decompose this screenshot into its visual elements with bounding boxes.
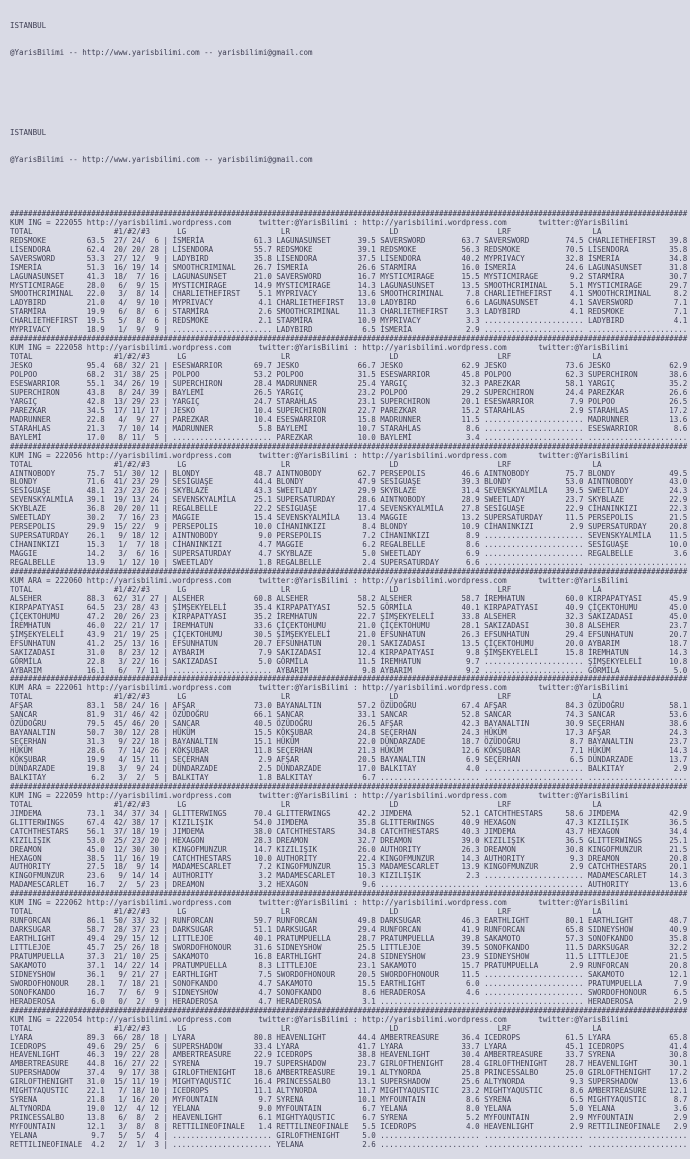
report-row: SAVERSWORD 53.3 27/ 12/ 9 | LADYBIRD 35.8 LİSENDORA 37.5 LİSENDORA 40.2 MYPRIVACY 32.8 İSMERİA 34.8: [10, 253, 688, 263]
report-row: POLPOO 68.2 31/ 38/ 25 | POLPOO 53.2 POLPOO 31.5 ESESWARRIOR 45.8 POLPOO 62.3 SUPERCHIRON 38.6: [10, 370, 688, 380]
report-row: AFŞAR 83.1 58/ 24/ 16 | AFŞAR 73.0 BAYANALTIN 57.2 ÖZÜDOĞRU 67.4 AFŞAR 84.3 ÖZÜDOĞRU 58.1: [10, 701, 688, 711]
report-row: LAGUNASUNSET 41.3 18/ 7/ 16 | LAGUNASUNSET 21.0 SAVERSWORD 16.7 MYSTICMIRAGE 15.5 MYSTICMIRAGE 9.2 STARMİRA 30.7: [10, 271, 688, 281]
report-row: PRINCESSALBO 13.8 6/ 8/ 2 | HEAVENLIGHT 6.1 MIGHTYAQUSTIC 6.7 SYRENA 5.2 MYFOUNTAIN 2.9 MYFOUNTAIN 2.9: [10, 1113, 688, 1123]
blank-gap: [10, 76, 690, 112]
contact-line: @YarisBilimi -- http://www.yarisbilimi.com -- yarisbilimi@gmail.com: [10, 47, 313, 57]
report-row: DREAMON 45.0 12/ 30/ 30 | KINGOFMUNZUR 14.7 KIZILIŞIK 26.0 AUTHORITY 26.3 DREAMON 30.8 KINGOFMUNZUR 21.5: [10, 844, 688, 854]
report-row: SUPERSHADOW 37.4 9/ 17/ 38 | GIRLOFTHENIGHT 18.6 AMBERTREASURE 19.1 ALTYNORDA 25.8 PRINCESSALBO 25.0 GIRLOFTHENIGHT 17.2: [10, 1068, 688, 1078]
report-row: KÖKŞUBAR 19.9 4/ 15/ 11 | SEÇERHAN 2.9 AFŞAR 20.5 BAYANALTIN 6.9 SEÇERHAN 6.5 DÜNDARZADE 13.7: [10, 755, 688, 765]
report-row: HEXAGON 38.5 11/ 16/ 19 | CATCHTHESTARS 10.0 AUTHORITY 22.4 KINGOFMUNZUR 14.3 AUTHORITY 9.3 DREAMON 20.8: [10, 853, 688, 863]
report-row: İSMERİA 51.3 16/ 19/ 14 | SMOOTHCRIMINAL 26.7 İSMERİA 26.6 STARMİRA 16.0 İSMERİA 24.6 LAGUNASUNSET 31.8: [10, 262, 688, 272]
section-title-line: KUM ING = 222055 http://yarisbilimi.wordpress.com twitter:@YarisBilimi : http://yarisbilimi.wordpress.com twitter:@YarisBilimi: [10, 217, 629, 227]
report-section: [10, 783, 690, 890]
report-row: REDSMOKE 63.5 27/ 24/ 6 | İSMERİA 61.3 LAGUNASUNSET 39.5 SAVERSWORD 63.7 SAVERSWORD 74.5 CHARLIETHEFIRST 39.8: [10, 235, 688, 245]
report-row: LADYBIRD 21.0 4/ 9/ 10 | MYPRIVACY 4.1 CHARLIETHEFIRST 13.0 LADYBIRD 6.6 LAGUNASUNSET 4.1 SAVERSWORD 7.1: [10, 298, 688, 308]
report-section: [10, 890, 690, 1006]
report-row: SWORDOFHONOUR 28.1 7/ 18/ 21 | SONOFKANDO 4.7 SAKAMOTO 15.5 EARTHLIGHT 6.0 ...................... PRATUMPUELLA 7.9: [10, 978, 688, 988]
report-row: ÇİÇEKTOHUMU 47.2 20/ 26/ 23 | KIRPAPATYASI 35.2 İREMHATUN 22.7 ŞİMŞEKYELELİ 33.8 ALSEHER 32.3 SAKIZADASI 45.0: [10, 611, 688, 621]
report-row: KINGOFMUNZUR 23.6 9/ 14/ 14 | AUTHORITY 3.2 MADAMESCARLET 10.3 KIZILIŞIK 2.3 ...................... MADAMESCARLET 14.3: [10, 871, 688, 881]
section-separator: ######################################################################################################################################################: [10, 1005, 688, 1015]
report-row: PERSEPOLIS 29.9 15/ 22/ 9 | PERSEPOLIS 10.0 CİHANINKIZI 8.4 BLONDY 10.9 CİHANINKIZI 2.9 SUPERSATURDAY 20.8: [10, 522, 688, 532]
report-row: JIMDEMA 73.1 34/ 37/ 34 | GLITTERWINGS 70.4 GLITTERWINGS 42.2 JIMDEMA 52.1 CATCHTHESTARS 58.6 JIMDEMA 42.9: [10, 808, 688, 818]
report-row: BAYLEMİ 17.0 8/ 11/ 5 | ...................... PAREZKAR 10.0 BAYLEMİ 3.4 ...................... ......................: [10, 432, 688, 442]
section-title-line: KUM ING = 222062 http://yarisbilimi.wordpress.com twitter:@YarisBilimi : http://yarisbilimi.wordpress.com twitter:@YarisBilimi: [10, 898, 629, 908]
report-row: SKYBLAZE 36.8 20/ 20/ 11 | REGALBELLE 22.2 SESİGUAŞE 17.4 SEVENSKYALMİLA 27.8 SESİGUAŞE 22.9 CİHANINKIZI 22.3: [10, 504, 688, 514]
report-row: SYRENA 21.8 1/ 16/ 20 | MYFOUNTAIN 9.7 SYRENA 10.1 MYFOUNTAIN 8.6 SYRENA 6.5 MIGHTYAQUSTIC 8.7: [10, 1095, 688, 1105]
report-row: AUTHORITY 27.5 18/ 9/ 14 | MADAMESCARLET 7.2 KINGOFMUNZUR 15.3 MADAMESCARLET 13.9 KINGOFMUNZUR 2.9 CATCHTHESTARS 20.1: [10, 862, 688, 872]
report-row: CHARLIETHEFIRST 19.5 5/ 8/ 6 | REDSMOKE 2.1 STARMİRA 10.9 MYPRIVACY 3.3 ...................... LADYBIRD 4.1: [10, 316, 688, 326]
report-row: SESİGUAŞE 48.1 23/ 23/ 26 | SKYBLAZE 43.3 SWEETLADY 29.9 SKYBLAZE 31.4 SEVENSKYALMİLA 39.5 SWEETLADY 24.3: [10, 486, 688, 496]
column-header-line: TOTAL #1/#2/#3 LG LR LD LRF LA: [10, 799, 688, 809]
section-title-line: KUM ING = 222058 http://yarisbilimi.wordpress.com twitter:@YarisBilimi : http://yarisbilimi.wordpress.com twitter:@YarisBilimi: [10, 343, 629, 353]
report-row: HÜKÜM 28.6 7/ 14/ 26 | KÖKŞUBAR 11.8 SEÇERHAN 21.3 HÜKÜM 12.6 KÖKŞUBAR 7.1 HÜKÜM 14.3: [10, 746, 688, 756]
section-separator: ######################################################################################################################################################: [10, 441, 688, 451]
report-row: SAKAMOTO 37.1 14/ 22/ 14 | PRATUMPUELLA 8.3 LITTLEJOE 23.1 SAKAMOTO 15.7 PRATUMPUELLA 2.9 RUNFORCAN 20.8: [10, 960, 688, 970]
column-header-line: TOTAL #1/#2/#3 LG LR LD LRF LA: [10, 907, 688, 917]
blank-gap: [10, 183, 690, 192]
report-row: EARTHLIGHT 49.4 29/ 15/ 12 | LITTLEJOE 40.1 PRATUMPUELLA 28.7 PRATUMPUELLA 39.8 SAKAMOTO 57.3 SONOFKANDO 35.8: [10, 934, 688, 944]
section-separator: ######################################################################################################################################################: [10, 781, 688, 791]
report-row: MAGGIE 14.2 3/ 6/ 16 | SUPERSATURDAY 4.7 SKYBLAZE 5.0 SWEETLADY 6.9 ...................... REGALBELLE 3.6: [10, 549, 688, 559]
report-row: İREMHATUN 46.0 22/ 21/ 17 | İREMHATUN 33.6 ÇİÇEKTOHUMU 21.0 ÇİÇEKTOHUMU 28.1 SAKIZADASI 30.8 ALSEHER 23.7: [10, 620, 688, 630]
report-row: JESKO 95.4 68/ 32/ 21 | ESESWARRIOR 69.7 JESKO 66.7 JESKO 62.9 JESKO 73.6 JESKO 62.9: [10, 361, 688, 371]
report-row: SONOFKANDO 16.7 7/ 6/ 9 | SIDNEYSHOW 4.7 SONOFKANDO 8.6 HERADEROSA 4.6 ...................... SWORDOFHONOUR 6.5: [10, 987, 688, 997]
report-row: AMBERTREASURE 44.8 16/ 27/ 22 | SYRENA 19.7 SUPERSHADOW 23.7 GIRLOFTHENIGHT 28.4 GIRLOFTHENIGHT 28.7 HEAVENLIGHT 30.1: [10, 1059, 688, 1069]
report-row: KIRPAPATYASI 64.5 23/ 28/ 43 | ŞİMŞEKYELELİ 35.4 KIRPAPATYASI 52.5 GÖRMİLA 40.1 KIRPAPATYASI 40.9 ÇİÇEKTOHUMU 45.0: [10, 602, 688, 612]
report-row: CATCHTHESTARS 56.1 37/ 18/ 19 | JIMDEMA 38.0 CATCHTHESTARS 34.8 CATCHTHESTARS 40.3 JIMDEMA 43.7 HEXAGON 34.4: [10, 826, 688, 836]
report-row: ÖZÜDOĞRU 79.5 45/ 46/ 20 | SANCAR 40.5 ÖZÜDOĞRU 26.5 AFŞAR 42.3 BAYANALTIN 30.9 SEÇERHAN 38.6: [10, 719, 688, 729]
column-header-line: TOTAL #1/#2/#3 LG LR LD LRF LA: [10, 226, 688, 236]
report-row: SEÇERHAN 31.3 9/ 22/ 18 | BAYANALTIN 15.1 HÜKÜM 22.0 DÜNDARZADE 18.7 ÖZÜDOĞRU 8.7 BAYANALTIN 23.7: [10, 737, 688, 747]
report-row: MADRUNNER 22.8 4/ 9/ 27 | PAREZKAR 10.4 ESESWARRIOR 15.8 MADRUNNER 11.5 ...................... MADRUNNER 13.6: [10, 414, 688, 424]
section-title-line: KUM ARA = 222060 http://yarisbilimi.wordpress.com twitter:@YarisBilimi : http://yarisbilimi.wordpress.com twitter:@YarisBilimi: [10, 575, 629, 585]
report-row: BALKITAY 6.2 3/ 2/ 5 | BALKITAY 1.8 BALKITAY 6.7 ...................... ...................... ......................: [10, 772, 688, 782]
column-header-line: TOTAL #1/#2/#3 LG LR LD LRF LA: [10, 692, 688, 702]
report-row: BLONDY 71.6 41/ 23/ 29 | SESİGUAŞE 44.4 BLONDY 47.9 SESİGUAŞE 39.3 BLONDY 53.0 AINTNOBODY 43.0: [10, 477, 688, 487]
contact-line: @YarisBilimi -- http://www.yarisbilimi.com -- yarisbilimi@gmail.com: [10, 155, 313, 165]
report-row: DÜNDARZADE 19.8 3/ 9/ 24 | DÜNDARZADE 2.5 DÜNDARZADE 17.0 BALKITAY 4.0 ...................... BALKITAY 2.9: [10, 763, 688, 773]
report-section: [10, 335, 690, 442]
report-section: [10, 443, 690, 568]
report-section: [10, 675, 690, 782]
report-row: HEAVENLIGHT 46.3 19/ 22/ 28 | AMBERTREASURE 22.9 ICEDROPS 38.8 HEAVENLIGHT 30.4 AMBERTREASURE 33.7 SYRENA 30.8: [10, 1050, 688, 1060]
report-row: STARMİRA 19.9 6/ 8/ 6 | STARMİRA 2.6 SMOOTHCRIMINAL 11.3 CHARLIETHEFIRST 3.3 LADYBIRD 4.1 REDSMOKE 7.1: [10, 307, 688, 317]
report-row: AINTNOBODY 75.7 51/ 30/ 12 | BLONDY 48.7 AINTNOBODY 62.7 PERSEPOLIS 46.6 AINTNOBODY 75.7 BLONDY 49.5: [10, 468, 688, 478]
section-separator: ######################################################################################################################################################: [10, 889, 688, 899]
report-row: ŞİMŞEKYELELİ 43.9 21/ 19/ 25 | ÇİÇEKTOHUMU 30.5 ŞİMŞEKYELELİ 21.0 EFSUNHATUN 26.3 EFSUNHATUN 29.4 EFSUNHATUN 20.7: [10, 629, 688, 639]
report-row: ESESWARRIOR 55.1 34/ 26/ 19 | SUPERCHIRON 28.4 MADRUNNER 25.4 YARGIÇ 32.3 PAREZKAR 58.1 YARGIÇ 35.2: [10, 379, 688, 388]
report-row: STARAHLAS 21.3 7/ 10/ 14 | MADRUNNER 5.8 BAYLEMİ 10.7 STARAHLAS 8.6 ...................... ESESWARRIOR 8.6: [10, 423, 688, 433]
section-title-line: KUM ING = 222056 http://yarisbilimi.wordpress.com twitter:@YarisBilimi : http://yarisbilimi.wordpress.com twitter:@YarisBilimi: [10, 450, 629, 460]
report-row: HERADEROSA 6.0 0/ 2/ 9 | HERADEROSA 4.7 HERADEROSA 3.1 ...................... ...................... HERADEROSA 2.9: [10, 996, 688, 1006]
report-row: SANCAR 81.9 31/ 46/ 42 | ÖZÜDOĞRU 66.1 SANCAR 33.1 SANCAR 52.8 SANCAR 74.3 SANCAR 53.6: [10, 710, 688, 720]
report-row: MADAMESCARLET 16.7 2/ 5/ 23 | DREAMON 3.2 HEXAGON 9.6 ...................... ...................... AUTHORITY 13.6: [10, 880, 688, 890]
section-separator: ######################################################################################################################################################: [10, 208, 688, 218]
report-row: YARGIÇ 42.8 13/ 29/ 23 | YARGIÇ 24.7 STARAHLAS 23.1 SUPERCHIRON 20.1 ESESWARRIOR 7.9 POLPOO 26.5: [10, 396, 688, 406]
report-row: REGALBELLE 13.9 1/ 12/ 10 | SWEETLADY 1.8 REGALBELLE 2.4 SUPERSATURDAY 6.6 ...................... ......................: [10, 558, 688, 568]
report-row: SMOOTHCRIMINAL 22.0 3/ 8/ 14 | CHARLIETHEFIRST 5.1 MYPRIVACY 13.6 SMOOTHCRIMINAL 7.8 CHARLIETHEFIRST 4.1 SMOOTHCRIMINAL 8.2: [10, 289, 688, 299]
report-section: [10, 1007, 690, 1150]
report-row: LİSENDORA 62.4 20/ 20/ 28 | LİSENDORA 55.7 REDSMOKE 39.1 REDSMOKE 56.3 REDSMOKE 70.5 LİSENDORA 35.8: [10, 244, 688, 254]
column-header-line: TOTAL #1/#2/#3 LG LR LD LRF LA: [10, 352, 688, 362]
report-row: RUNFORCAN 86.1 50/ 33/ 32 | RUNFORCAN 59.7 RUNFORCAN 49.8 DARKSUGAR 46.3 EARTHLIGHT 80.1 EARTHLIGHT 48.7: [10, 916, 688, 926]
report-row: PRATUMPUELLA 37.3 21/ 10/ 25 | SAKAMOTO 16.8 EARTHLIGHT 24.8 SIDNEYSHOW 23.9 SIDNEYSHOW 11.5 LITTLEJOE 21.5: [10, 952, 688, 961]
report-row: GIRLOFTHENIGHT 31.0 15/ 11/ 19 | MIGHTYAQUSTIC 16.4 PRINCESSALBO 13.1 SUPERSHADOW 25.6 ALTYNORDA 9.3 SUPERSHADOW 13.6: [10, 1077, 688, 1087]
report-row: MIGHTYAQUSTIC 22.1 7/ 18/ 10 | ICEDROPS 11.1 ALTYNORDA 11.7 MIGHTYAQUSTIC 23.2 MIGHTYAQUSTIC 8.6 AMBERTREASURE 12.1: [10, 1086, 688, 1096]
column-header-line: TOTAL #1/#2/#3 LG LR LD LRF LA: [10, 1023, 688, 1033]
city-label: ISTANBUL: [10, 20, 47, 30]
report-row: AYBARIM 16.1 6/ 7/ 11 | ...................... AYBARIM 9.8 AYBARIM 9.2 ...................... GÖRMİLA 5.0: [10, 665, 688, 675]
report-sections: [10, 210, 690, 1150]
report-row: MYSTICMIRAGE 28.0 6/ 9/ 15 | MYSTICMIRAGE 14.9 MYSTICMIRAGE 14.3 LAGUNASUNSET 13.5 SMOOTHCRIMINAL 5.1 MYSTICMIRAGE 29.7: [10, 280, 688, 290]
report-row: ALSEHER 88.3 62/ 31/ 27 | ALSEHER 60.8 ALSEHER 58.2 ALSEHER 58.7 İREMHATUN 60.0 KIRPAPATYASI 45.9: [10, 593, 688, 603]
report-row: RETTILINEOFINALE 4.2 2/ 1/ 3 | ...................... YELANA 2.6 ...................... ...................... ......................: [10, 1140, 688, 1150]
report-row: YELANA 9.7 5/ 5/ 4 | ...................... GIRLOFTHENIGHT 5.0 ...................... ...................... ......................: [10, 1131, 688, 1141]
section-title-line: KUM ING = 222054 http://yarisbilimi.wordpress.com twitter:@YarisBilimi : http://yarisbilimi.wordpress.com twitter:@YarisBilimi: [10, 1014, 629, 1024]
column-header-line: TOTAL #1/#2/#3 LG LR LD LRF LA: [10, 584, 688, 594]
report-row: PAREZKAR 34.5 17/ 11/ 17 | JESKO 10.4 SUPERCHIRON 22.7 PAREZKAR 15.2 STARAHLAS 2.9 STARAHLAS 17.2: [10, 405, 688, 415]
report-row: SIDNEYSHOW 36.1 9/ 21/ 27 | EARTHLIGHT 7.5 SWORDOFHONOUR 20.5 SWORDOFHONOUR 11.5 ...................... SAKAMOTO 12.1: [10, 969, 688, 979]
section-separator: ######################################################################################################################################################: [10, 674, 688, 684]
report-row: SUPERSATURDAY 26.1 9/ 18/ 12 | AINTNOBODY 9.0 PERSEPOLIS 7.2 CİHANINKIZI 8.9 ...................... SEVENSKYALMİLA 11.5: [10, 531, 688, 541]
report-row: SAKIZADASI 31.0 8/ 23/ 12 | AYBARIM 7.9 SAKIZADASI 12.4 KIRPAPATYASI 9.8 ŞİMŞEKYELELİ 15.8 İREMHATUN 14.3: [10, 647, 688, 657]
report-row: SEVENSKYALMİLA 39.1 19/ 13/ 24 | SEVENSKYALMİLA 25.1 SUPERSATURDAY 28.6 AINTNOBODY 28.9 SWEETLADY 23.7 SKYBLAZE 22.9: [10, 495, 688, 505]
report-row: GLITTERWINGS 67.4 42/ 38/ 17 | KIZILIŞIK 54.0 JIMDEMA 35.8 GLITTERWINGS 40.9 HEXAGON 47.3 KIZILIŞIK 36.5: [10, 817, 688, 827]
section-title-line: KUM ING = 222059 http://yarisbilimi.wordpress.com twitter:@YarisBilimi : http://yarisbilimi.wordpress.com twitter:@YarisBilimi: [10, 790, 629, 800]
section-separator: ######################################################################################################################################################: [10, 567, 688, 577]
report-row: SWEETLADY 30.2 7/ 16/ 23 | MAGGIE 15.4 SEVENSKYALMİLA 13.4 MAGGIE 13.2 SUPERSATURDAY 11.5 PERSEPOLIS 21.5: [10, 513, 688, 523]
report-row: GÖRMİLA 22.8 3/ 22/ 16 | SAKIZADASI 5.0 GÖRMİLA 11.5 İREMHATUN 9.7 ...................... ŞİMŞEKYELELİ 10.8: [10, 656, 688, 666]
report-row: KIZILIŞIK 53.0 25/ 23/ 20 | HEXAGON 28.3 DREAMON 32.7 DREAMON 39.0 KIZILIŞIK 36.5 GLITTERWINGS 25.1: [10, 835, 688, 845]
report-row: MYFOUNTAIN 12.1 3/ 8/ 8 | RETTILINEOFINALE 1.4 RETTILINEOFINALE 5.5 ICEDROPS 4.0 HEAVENLIGHT 2.9 RETTILINEOFINALE 2.9: [10, 1122, 688, 1132]
report-row: SUPERCHIRON 43.8 8/ 24/ 39 | BAYLEMİ 26.5 YARGIÇ 23.2 POLPOO 29.2 SUPERCHIRON 24.4 PAREZKAR 26.6: [10, 387, 688, 397]
section-title-line: KUM ARA = 222061 http://yarisbilimi.wordpress.com twitter:@YarisBilimi : http://yarisbilimi.wordpress.com twitter:@YarisBilimi: [10, 683, 629, 693]
report-section: [10, 210, 690, 335]
report-row: ALTYNORDA 19.0 12/ 4/ 12 | YELANA 9.0 MYFOUNTAIN 6.7 YELANA 8.0 YELANA 5.0 YELANA 3.6: [10, 1104, 688, 1114]
section-separator: ######################################################################################################################################################: [10, 334, 688, 344]
report-row: DARKSUGAR 58.7 28/ 37/ 23 | DARKSUGAR 51.1 DARKSUGAR 29.4 RUNFORCAN 41.9 RUNFORCAN 65.8 SIDNEYSHOW 40.9: [10, 925, 688, 935]
city-label: ISTANBUL: [10, 128, 47, 138]
report-row: BAYANALTIN 50.7 30/ 12/ 28 | HÜKÜM 15.5 KÖKŞUBAR 24.8 SEÇERHAN 24.3 HÜKÜM 17.3 AFŞAR 24.3: [10, 728, 688, 738]
report-section: [10, 568, 690, 675]
report-row: CİHANINKIZI 15.3 1/ 7/ 18 | CİHANINKIZI 4.7 MAGGIE 6.2 REGALBELLE 8.6 ...................... SESİGUAŞE 10.0: [10, 540, 688, 550]
report-row: MYPRIVACY 18.9 1/ 9/ 9 | ...................... LADYBIRD 6.5 İSMERİA 2.9 ...................... ......................: [10, 325, 688, 335]
column-header-line: TOTAL #1/#2/#3 LG LR LD LRF LA: [10, 459, 688, 469]
report-row: ICEDROPS 49.6 29/ 25/ 6 | SUPERSHADOW 33.4 LYARA 41.7 LYARA 33.7 LYARA 45.1 ICEDROPS 41.4: [10, 1041, 688, 1051]
report-row: EFSUNHATUN 41.2 25/ 13/ 16 | EFSUNHATUN 20.7 EFSUNHATUN 20.1 SAKIZADASI 13.5 ÇİÇEKTOHUMU 20.0 AYBARIM 18.7: [10, 638, 688, 648]
report-row: LYARA 89.3 66/ 28/ 18 | LYARA 80.8 HEAVENLIGHT 44.4 AMBERTREASURE 36.4 ICEDROPS 61.5 LYARA 65.8: [10, 1032, 688, 1042]
report-row: LITTLEJOE 45.7 25/ 26/ 18 | SWORDOFHONOUR 31.6 SIDNEYSHOW 25.5 LITTLEJOE 39.5 SONOFKANDO 11.5 DARKSUGAR 32.2: [10, 943, 688, 953]
